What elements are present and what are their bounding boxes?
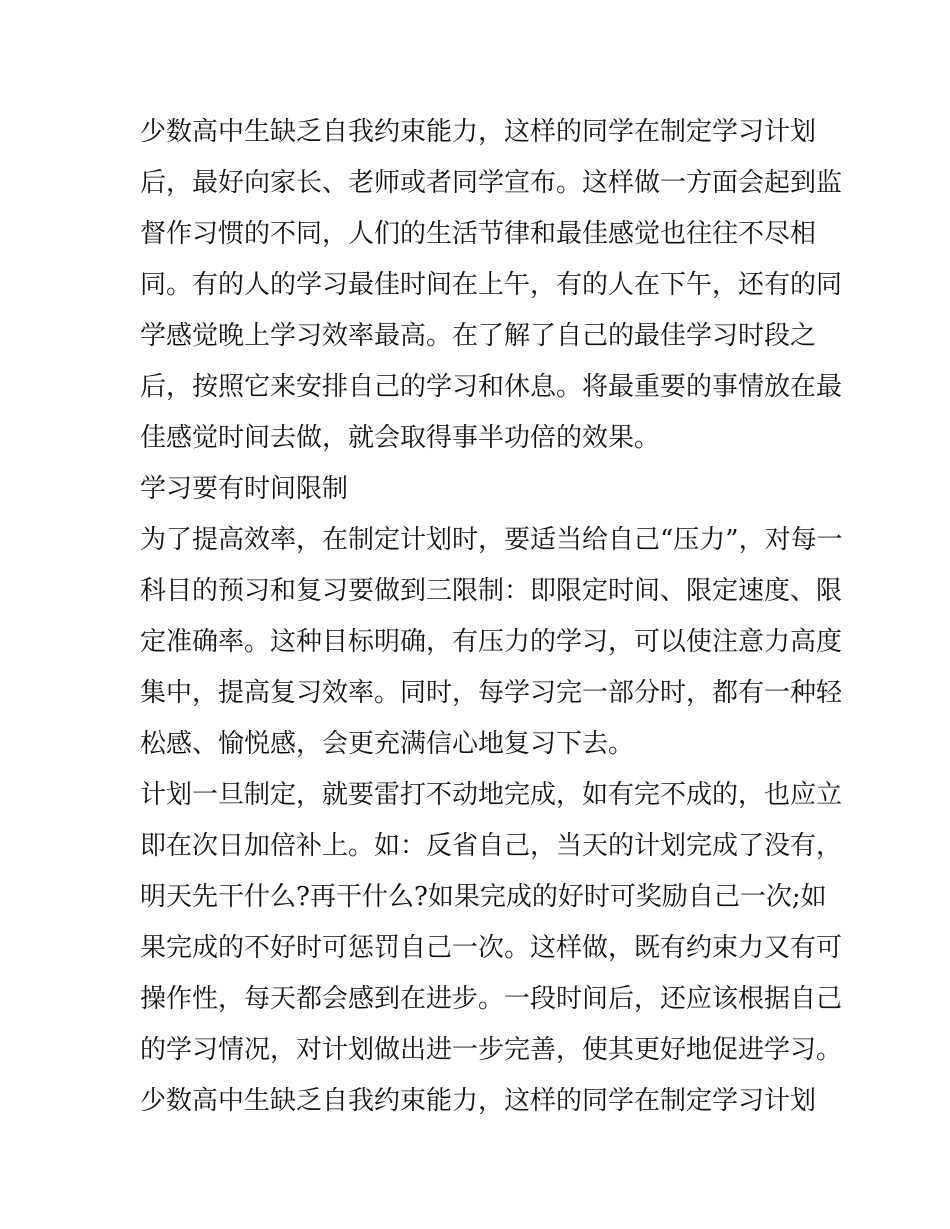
section-heading: 学习要有时间限制: [140, 474, 349, 504]
text-line-17: 果完成的不好时可惩罚自己一次。这样做，既有约束力又有可: [140, 933, 843, 963]
text-line-16: 明天先干什么?再干什么?如果完成的好时可奖励自己一次;如: [140, 882, 827, 912]
text-line-20: 少数高中生缺乏自我约束能力，这样的同学在制定学习计划: [140, 1086, 817, 1116]
text-line-14: 计划一旦制定，就要雷打不动地完成，如有完不成的，也应立: [140, 780, 843, 810]
text-line-15: 即在次日加倍补上。如：反省自己，当天的计划完成了没有，: [140, 831, 843, 861]
text-line-3: 督作习惯的不同，人们的生活节律和最佳感觉也往往不尽相: [140, 219, 817, 249]
text-line-18: 操作性，每天都会感到在进步。一段时间后，还应该根据自己: [140, 984, 843, 1014]
text-line-2: 后，最好向家长、老师或者同学宣布。这样做一方面会起到监: [140, 168, 843, 198]
text-line-19: 的学习情况，对计划做出进一步完善，使其更好地促进学习。: [140, 1035, 843, 1065]
text-line-13: 松感、愉悦感，会更充满信心地复习下去。: [140, 729, 635, 759]
text-line-10: 科目的预习和复习要做到三限制：即限定时间、限定速度、限: [140, 576, 843, 606]
text-line-12: 集中，提高复习效率。同时，每学习完一部分时，都有一种轻: [140, 678, 843, 708]
text-line-4: 同。有的人的学习最佳时间在上午，有的人在下午，还有的同: [140, 270, 843, 300]
text-line-9: 为了提高效率，在制定计划时，要适当给自己“压力”，对每一: [140, 525, 843, 555]
text-line-7: 佳感觉时间去做，就会取得事半功倍的效果。: [140, 423, 661, 453]
text-line-11: 定准确率。这种目标明确，有压力的学习，可以使注意力高度: [140, 627, 843, 657]
text-line-1: 少数高中生缺乏自我约束能力，这样的同学在制定学习计划: [140, 117, 817, 147]
text-line-5: 学感觉晚上学习效率最高。在了解了自己的最佳学习时段之: [140, 321, 817, 351]
text-line-6: 后，按照它来安排自己的学习和休息。将最重要的事情放在最: [140, 372, 843, 402]
document-body: [140, 107, 843, 1127]
